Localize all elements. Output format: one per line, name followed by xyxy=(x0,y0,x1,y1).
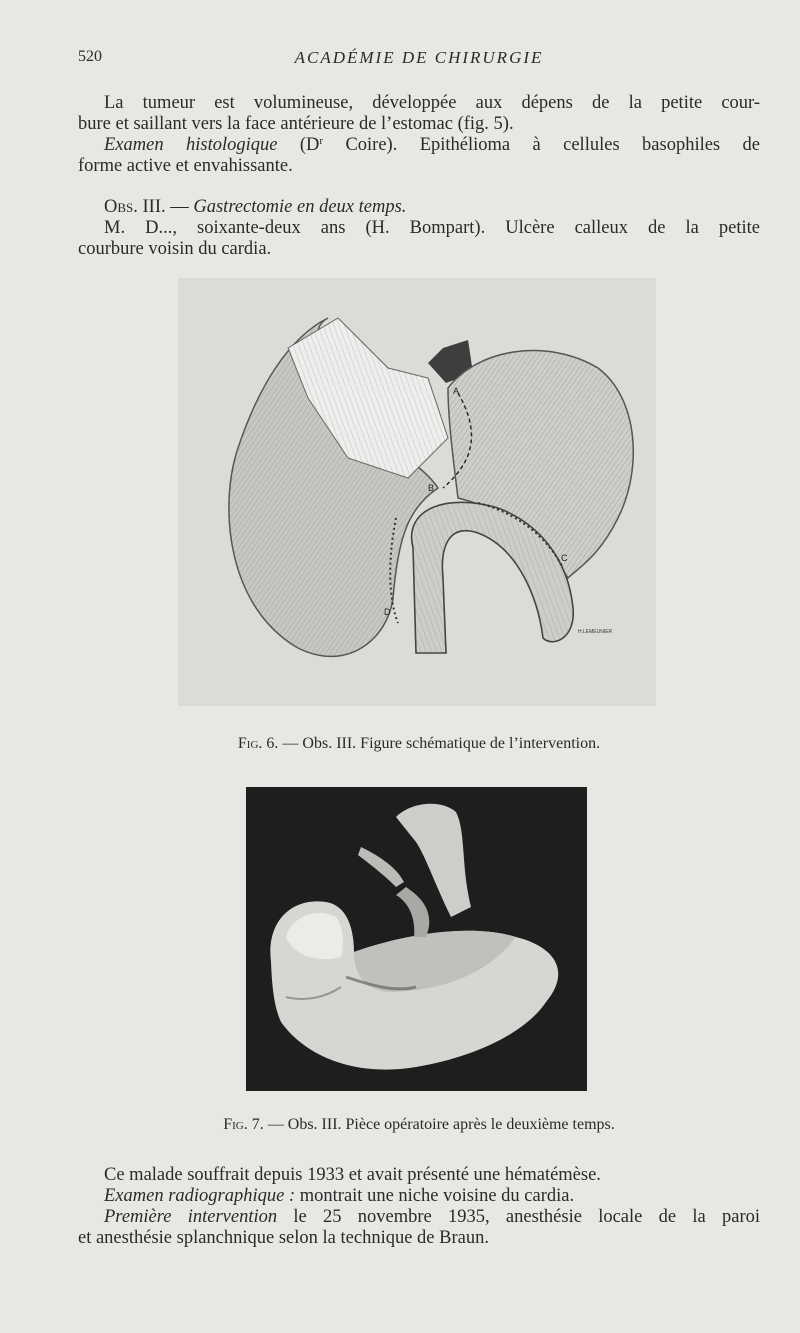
page-number: 520 xyxy=(78,48,102,65)
artist-signature: H.LEMEUNIER xyxy=(578,629,613,635)
paragraph-tumor xyxy=(78,93,760,135)
label-d: D xyxy=(384,607,391,617)
figure-6-label: Fig. 6. xyxy=(237,735,279,752)
text-line: bure et saillant vers la face antérieure de l’estomac (fig. 5). xyxy=(78,114,514,134)
obs-prefix: Obs. III. — xyxy=(104,197,194,217)
paragraph-histology xyxy=(78,135,760,177)
obs-title: Gastrectomie en deux temps. xyxy=(193,197,407,217)
radiography-label: Examen radiographique : xyxy=(104,1186,296,1206)
text-line xyxy=(78,135,760,156)
figure-7-caption xyxy=(78,1116,760,1134)
stomach-schematic-drawing xyxy=(178,278,656,706)
figure-6-illustration xyxy=(178,278,656,706)
text-line: et anesthésie splanchnique selon la technique de Braun. xyxy=(78,1228,489,1248)
text-line: forme active et envahissante. xyxy=(78,156,293,176)
figure-6-caption xyxy=(78,735,760,753)
surgical-specimen-photo xyxy=(246,787,587,1091)
text-line: La tumeur est volumineuse, développée aux dépens de la petite cour- xyxy=(104,93,760,113)
page-header xyxy=(78,48,760,72)
text-run: Coire). Epithélioma à cellules basophiles de xyxy=(323,135,760,155)
text-run: le 25 novembre 1935, anesthésie locale de la paroi xyxy=(277,1207,760,1227)
figure-7-caption-text: — Obs. III. Pièce opératoire après le deuxième temps. xyxy=(263,1116,615,1133)
label-b: B xyxy=(428,483,435,493)
label-c: C xyxy=(561,553,568,563)
figure-6-caption-text: — Obs. III. Figure schématique de l’intervention. xyxy=(278,735,601,752)
text-line: M. D..., soixante-deux ans (H. Bompart). Ulcère calleux de la petite xyxy=(104,218,760,238)
text-line xyxy=(78,1207,760,1228)
text-line: Ce malade souffrait depuis 1933 et avait présenté une hématémèse. xyxy=(104,1165,601,1185)
paragraph-case-history xyxy=(78,1165,760,1249)
histology-label: Examen histologique xyxy=(104,135,278,155)
text-line xyxy=(78,197,760,218)
figure-7-photograph xyxy=(246,787,587,1091)
text-line xyxy=(78,1186,760,1207)
text-run: (D xyxy=(277,135,320,155)
label-a: A xyxy=(453,386,460,396)
running-title: ACADÉMIE DE CHIRURGIE xyxy=(294,48,544,67)
intervention-label: Première intervention xyxy=(104,1207,278,1227)
superscript: r xyxy=(319,135,324,147)
observation-heading xyxy=(78,197,760,260)
text-run: montrait une niche voisine du cardia. xyxy=(295,1186,575,1206)
figure-7-label: Fig. 7. xyxy=(223,1116,264,1133)
text-line: courbure voisin du cardia. xyxy=(78,239,272,259)
